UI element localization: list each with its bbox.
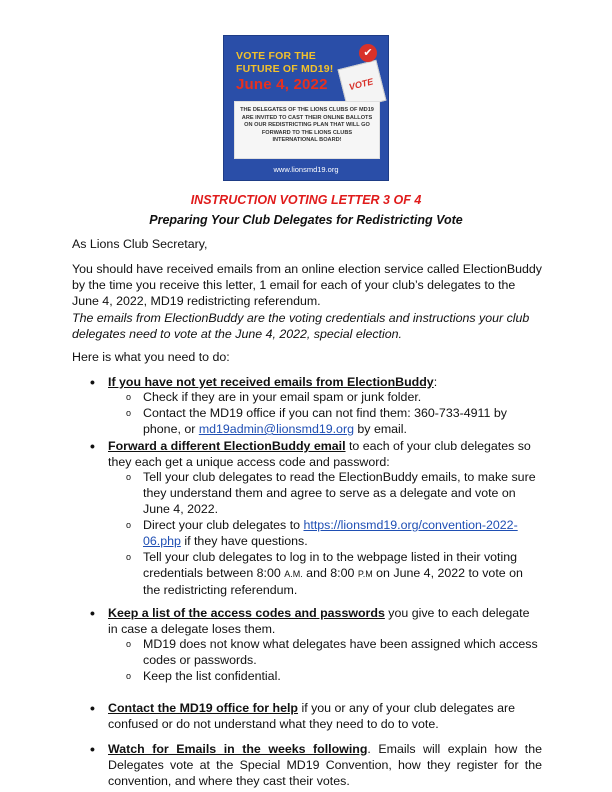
greeting: As Lions Club Secretary, [72,237,208,251]
sub-bullet-marker: o [126,392,132,402]
bullet-3-sub-1: MD19 does not know what delegates have been assigned which access codes or passwords. [143,637,538,667]
check-seal-icon: ✔ [359,44,377,62]
banner-title-line2: FUTURE OF MD19! [236,63,334,75]
intro-paragraph: You should have received emails from an online election service called ElectionBuddy by the time you receive this letter, 1 email for each of your club’s delegates to the June 4, 2022, MD19 redistricting referendum. [72,262,542,308]
bullet-4-tail: if you or any of your club delegates are confused or do not understand what they need to do to vote. [108,701,515,731]
sub-bullet-marker: o [126,552,132,562]
bullet-2-sub-3-post: on June 4, 2022 to vote on the redistricting referendum. [143,566,523,597]
bullet-2-sub-3-pre: Tell your club delegates to log in to the webpage listed in their voting credentials between 8:00 [143,550,518,580]
bullet-marker: • [90,374,95,390]
bullet-2-sub-3-mid: and 8:00 [302,566,358,580]
emails-note-paragraph: The emails from ElectionBuddy are the voting credentials and instructions your club delegates need to vote at the June 4, 2022, special election. [72,311,530,341]
bullet-2-tail: to each of your club delegates so they each get a unique access code and password: [108,439,531,469]
sub-bullet-marker: o [126,408,132,418]
bullet-1-sub-1: Check if they are in your email spam or junk folder. [143,390,422,404]
todo-intro: Here is what you need to do: [72,350,230,364]
letter-subtitle: Preparing Your Club Delegates for Redistricting Vote [149,213,463,227]
bullet-5-lead: Watch for Emails in the weeks following [108,742,368,756]
bullet-4-lead: Contact the MD19 office for help [108,701,299,715]
sub-bullet-marker: o [126,639,132,649]
admin-email-link[interactable]: md19admin@lionsmd19.org [198,422,354,436]
convention-page-link[interactable]: https://lionsmd19.org/convention-2022-06.php [143,518,518,548]
bullet-marker: • [90,438,95,454]
bullet-3-lead: Keep a list of the access codes and passwords [108,606,385,620]
bullet-3-sub-2: Keep the list confidential. [143,669,281,683]
banner-title-line1: VOTE FOR THE [236,50,316,62]
bullet-marker: • [90,741,95,757]
bullet-marker: • [90,700,95,716]
bullet-1-sub-2 [143,405,543,437]
bullet-1-text [108,374,542,390]
bullet-1-sub-2-pre: Contact the MD19 office if you can not find them: 360-733-4911 by phone, or [143,406,507,436]
bullet-5-text [108,741,542,789]
bullet-2-sub-2-pre: Direct your club delegates to [143,518,304,532]
bullet-3-text [108,605,542,637]
banner-text-box [234,101,380,159]
ballot-word: VOTE [347,76,375,93]
bullet-5-tail: . Emails will explain how the Delegates vote at the Special MD19 Convention, how they register for the convention, and where they cast their votes. [108,742,542,788]
banner-box-text: THE DELEGATES OF THE LIONS CLUBS OF MD19 ARE INVITED TO CAST THEIR ONLINE BALLOTS ON OUR REDISTRICTING PLAN THAT WILL GO FORWARD TO THE LIONS CLUBS INTERNATIONAL BOARD! [240,107,374,144]
banner-date: June 4, 2022 [236,76,328,93]
bullet-1-tail: : [433,375,438,389]
sub-bullet-marker: o [126,671,132,681]
bullet-marker: • [90,605,95,621]
bullet-1-sub-2-post: by email. [353,422,407,436]
am-label: A.M. [284,569,303,579]
bullet-4-text [108,700,542,732]
letter-title: INSTRUCTION VOTING LETTER 3 OF 4 [190,193,422,207]
pm-label: P.M [357,569,373,579]
bullet-2-sub-2-post: if they have questions. [180,534,308,548]
bullet-2-lead: Forward a different ElectionBuddy email [108,439,346,453]
bullet-2-sub-2 [143,517,543,549]
banner-url: www.lionsmd19.org [273,165,339,174]
sub-bullet-marker: o [126,520,132,530]
sub-bullet-marker: o [126,472,132,482]
bullet-2-sub-3 [143,549,543,598]
bullet-3-tail: you give to each delegate in case a delegate loses them. [108,606,530,636]
bullet-2-sub-1: Tell your club delegates to read the ElectionBuddy emails, to make sure they understand them and agree to serve as a delegate and vote on June 4, 2022. [143,470,536,516]
vote-banner-image [224,36,388,180]
bullet-2-text [108,438,542,470]
bullet-1-lead: If you have not yet received emails from ElectionBuddy [108,375,434,389]
